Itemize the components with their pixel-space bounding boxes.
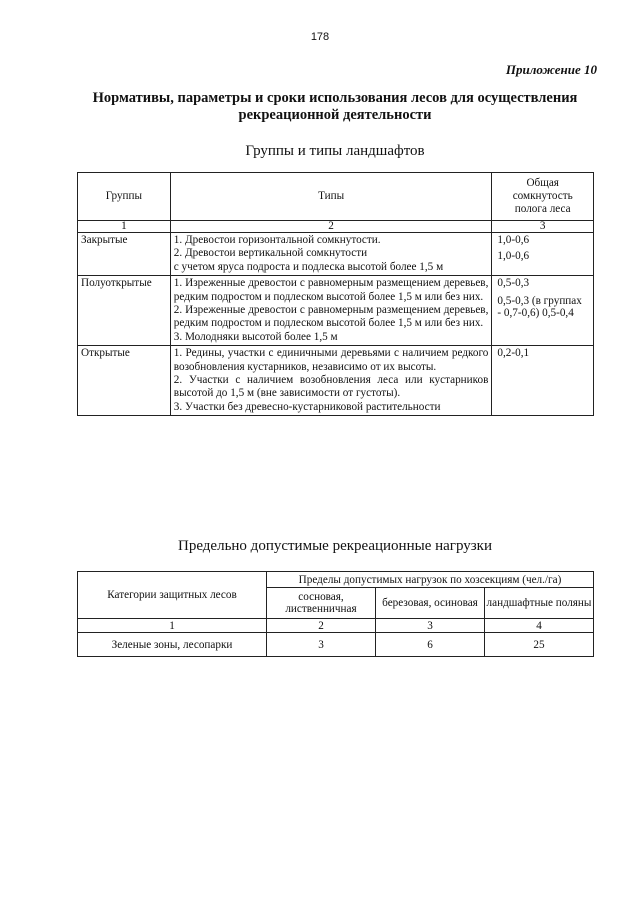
load-value: 6 [376, 633, 485, 657]
header-density: Общая сомкнутость полога леса [492, 173, 594, 221]
density-cell [492, 276, 594, 346]
density-cell [492, 346, 594, 416]
group-name: Полуоткрытые [78, 276, 171, 346]
type-item: 1. Изреженные древостои с равномерным размещением деревьев, редким подростом и подлеском высотой более 1,5 м или без них. [173, 277, 489, 303]
header-types: Типы [170, 173, 492, 221]
group-name: Закрытые [78, 233, 171, 276]
column-number: 3 [492, 221, 594, 233]
column-number: 1 [78, 221, 171, 233]
types-cell [170, 233, 492, 276]
header-category: Категории защитных лесов [78, 572, 267, 619]
table-row [78, 233, 594, 276]
header-limits: Пределы допустимых нагрузок по хозсекциям (чел./га) [267, 572, 594, 588]
column-number: 2 [267, 619, 376, 633]
table-row [78, 633, 594, 657]
column-number: 1 [78, 619, 267, 633]
category-name: Зеленые зоны, лесопарки [78, 633, 267, 657]
recreation-load-table [77, 571, 594, 657]
column-number: 3 [376, 619, 485, 633]
table-number-row [78, 619, 594, 633]
load-value: 3 [267, 633, 376, 657]
column-number: 2 [170, 221, 492, 233]
density-value: 0,2-0,1 [497, 347, 530, 360]
type-item: 3. Участки без древесно-кустарниковой растительности [173, 400, 441, 413]
type-item: 2. Участки с наличием возобновления леса или кустарников высотой до 1,5 м (вне зависимости от густоты). [173, 374, 489, 400]
table-row [78, 276, 594, 346]
type-item: 1. Редины, участки с единичными деревьями с наличием редкого возобновления кустарников, независимо от их высоты. [173, 347, 489, 373]
subheader-birch: березовая, осиновая [376, 588, 485, 619]
type-item: 2. Древостои вертикальной сомкнутости [173, 247, 368, 260]
table-header-row [78, 572, 594, 588]
landscape-types-table [77, 172, 594, 416]
table-row [78, 346, 594, 416]
table-header-row [78, 173, 594, 221]
density-value: 1,0-0,6 [497, 234, 530, 246]
appendix-label: Приложение 10 [505, 62, 597, 77]
density-value: 0,5-0,3 [497, 277, 530, 290]
table-number-row [78, 221, 594, 233]
title-line-1: Нормативы, параметры и сроки использования лесов для осуществления [92, 90, 578, 106]
subheader-glades: ландшафтные поляны [485, 588, 594, 619]
section2-title: Предельно допустимые рекреационные нагрузки [178, 538, 492, 554]
type-item: 3. Молодняки высотой более 1,5 м [173, 330, 338, 343]
document-title [60, 90, 610, 124]
group-name: Открытые [78, 346, 171, 416]
density-value: 1,0-0,6 [497, 250, 530, 263]
types-cell [170, 276, 492, 346]
density-cell [492, 233, 594, 276]
density-value: 0,5-0,3 (в группах - 0,7-0,6) 0,5-0,4 [497, 294, 582, 319]
load-value: 25 [485, 633, 594, 657]
title-line-2: рекреационной деятельности [238, 107, 432, 123]
type-item: 1. Древостои горизонтальной сомкнутости. [173, 234, 381, 246]
subheader-pine: сосновая, лиственничная [267, 588, 376, 619]
type-item: 2. Изреженные древостои с равномерным размещением деревьев, редким подростом и подлеском высотой более 1,5 м или без них. [173, 304, 489, 330]
header-groups: Группы [78, 173, 171, 221]
types-cell [170, 346, 492, 416]
section1-title: Группы и типы ландшафтов [245, 143, 425, 159]
type-item: с учетом яруса подроста и подлеска высотой более 1,5 м [173, 260, 444, 273]
column-number: 4 [485, 619, 594, 633]
page-number: 178 [310, 31, 330, 43]
